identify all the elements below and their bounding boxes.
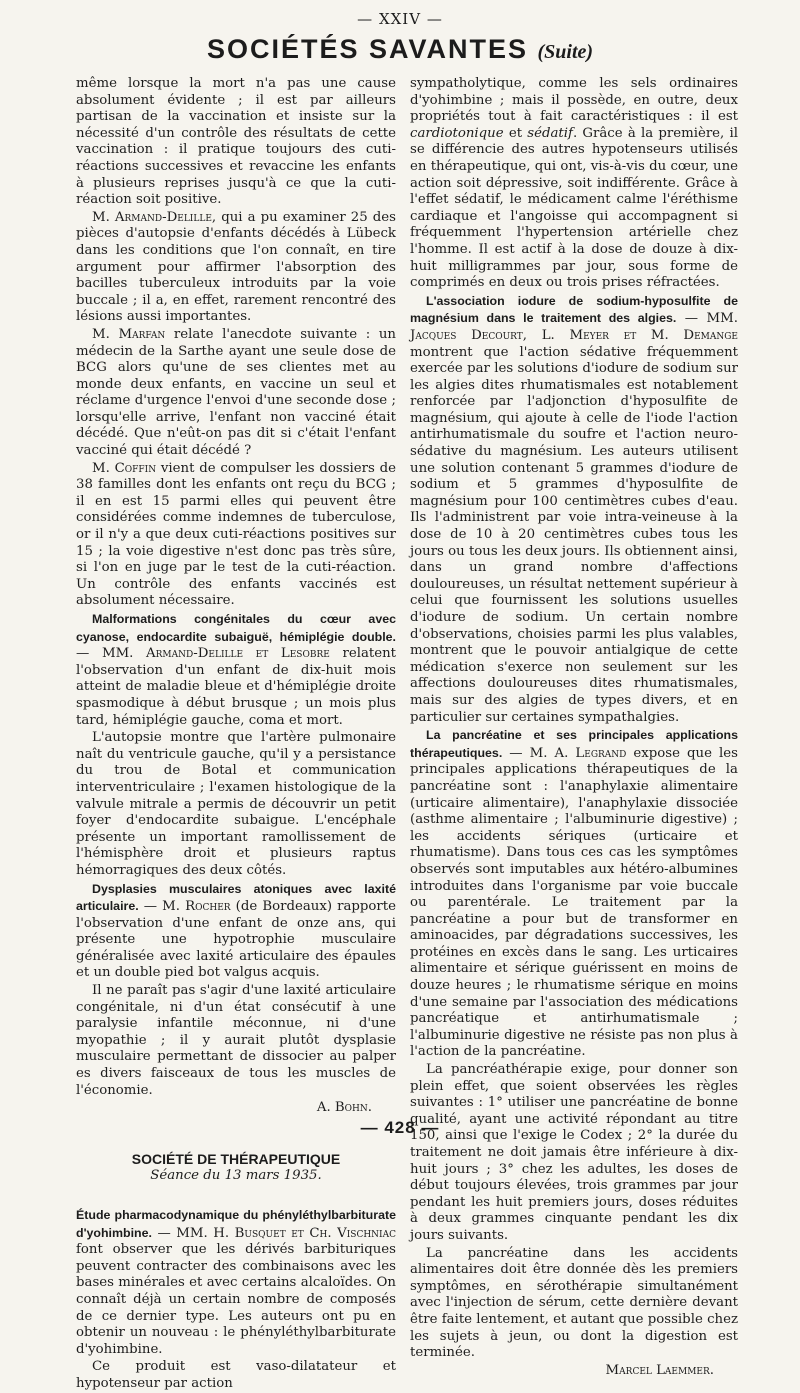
emphasis: cardiotonique — [410, 125, 504, 141]
paragraph-text: . Grâce à la première, il se différencie des autres hypotenseurs utilisés en thérapeutique, qui ont, vis-à-vis du cœur, une action soit dépressive, soit indifférente. Grâce à l'effet sédatif, le médicament calme l'éréthisme cardiaque et l'angoisse qui accompagnent si fréquemment l'hypertension artérielle chez l'homme. Il est actif à la dose de douze à dix-huit milligrammes par jour, sous forme de comprimés en deux ou trois prises réfractées. — [410, 125, 738, 291]
author-names: — MM. H. Busquet et Ch. Vischniac — [151, 1225, 396, 1241]
author-names: — M. Rocher — [138, 899, 231, 915]
paragraph: La pancréathérapie exige, pour donner son plein effet, que soient observées les règles suivantes : 1° utiliser une pancréatine de bonne qualité, ayant une activité répondant au titre 150, ainsi que l'exige le Codex ; 2° la durée du traitement ne doit jamais être inférieure à dix-huit jours ; 3° chez les adultes, les doses de début toujours élevées, trois grammes par jour pendant les huit premiers jours, doses réduites à deux grammes cinquante pendant les dix jours suivants. — [410, 1062, 738, 1243]
paragraph — [76, 210, 396, 326]
paragraph-text: font observer que les dérivés barbituriques peuvent contracter des combinaisons avec les bases minérales et avec certains alcaloïdes. On connaît déjà un certain nombre de composés de ce dernier type. Les auteurs ont pu en obtenir un nouveau : le phényléthylbarbiturate d'yohimbine. — [76, 1242, 396, 1357]
author-name: M. Marfan — [92, 326, 166, 342]
paragraph: Ce produit est vaso-dilatateur et hypotenseur par action — [76, 1359, 396, 1391]
paragraph-text: expose que les principales applications thérapeutiques de la pancréatine sont : l'anaphylaxie alimentaire (urticaire alimentaire), l'anaphylaxie dissociée (asthme alimentaire ; l'albuminurie digestive) ; les accidents sériques (urticaire et rhumatisme). Dans tous ces cas les symptômes observés sont imputables aux hétéro-albumines introduites dans l'organisme par voie buccale ou parentérale. Le traitement par la pancréatine a pour but de transformer en aminoacides, par dégradations successives, les protéines en excès dans le sang. Les urticaires alimentaire et sérique guérissent en moins de douze heures ; le rhumatisme sérique en moins d'une semaine par l'association des médications pancréatique et antirhumatismale ; l'albuminurie digestive ne résiste pas non plus à l'action de la pancréatine. — [410, 745, 738, 1060]
communication-heading: Malformations congénitales du cœur avec cyanose, endocardite subaiguë, hémiplégie double. — [76, 612, 396, 644]
communication-heading: L'association iodure de sodium-hyposulfite de magnésium dans le traitement des algies. — [410, 293, 738, 326]
section-title: SOCIÉTÉ DE THÉRAPEUTIQUE — [131, 1150, 341, 1167]
section-date: Séance du 13 mars 1935. — [150, 1168, 322, 1184]
author-names: — MM. Jacques Decourt, L. Meyer et M. Demange — [410, 311, 738, 343]
paragraph — [410, 727, 738, 1061]
author-name: M. Armand-Delille, — [92, 209, 217, 225]
paragraph: même lorsque la mort n'a pas une cause absolument évidente ; il est par ailleurs partisan de la vaccination et insiste sur la nécessité d'un contrôle des résultats de cette vaccination : il pratique toujours des cuti-réactions successives et revaccine les enfants à plusieurs reprises jusqu'à ce que la cuti-réaction soit positive. — [76, 76, 396, 208]
paragraph — [76, 611, 396, 729]
paragraph-text: montrent que l'action sédative fréquemment exercée par les solutions d'iodure de sodium sur les algies dites rhumatismales est notablement renforcée par l'adjonction d'hyposulfite de magnésium, qui ajoute à celle de l'iode l'action antirhumatismale du soufre et l'action neuro-sédative du magnésium. Les auteurs utilisent une solution contenant 5 grammes d'iodure de sodium et 5 grammes d'hyposulfite de magnésium pour 100 centimètres cubes d'eau. Ils l'administrent par voie intra-veineuse à la dose de 10 à 20 centimètres cubes tous les jours ou tous les deux jours. Ils obtiennent ainsi, dans un grand nombre d'affections douloureuses, un résultat nettement supérieur à celui que fournissent les solutions usuelles d'iodure de sodium. Un certain nombre d'observations, choisies parmi les plus valables, montrent que le pouvoir antialgique de cette médication s'exerce non seulement sur les affections douloureuses dites rhumatismales, mais sur des algies de types divers, et en particulier sur certaines sympathalgies. — [410, 344, 738, 725]
paragraph — [76, 327, 396, 460]
paragraph-text: vient de compulser les dossiers de 38 familles dont les enfants ont reçu du BCG ; il en est 15 parmi elles qui peuvent être considérées comme indemnes de tuberculose, or il n'y a que deux cuti-réactions positives sur 15 ; la voie digestive n'est donc pas très sûre, si l'on en juge par le test de la cuti-réaction. Un contrôle des enfants vaccinés est absolument nécessaire. — [76, 460, 396, 609]
page-number: — 428 — — [360, 1118, 440, 1137]
signature: Marcel Laemmer. — [605, 1362, 714, 1378]
paragraph — [76, 1207, 396, 1358]
paragraph: La pancréatine dans les accidents alimentaires doit être donnée dès les premiers symptômes, en sérothérapie simultanément avec l'injection de sérum, cette dernière devant être faite lentement, et autant que possible chez les sujets à jeun, ou dont la digestion est terminée. — [410, 1245, 738, 1361]
author-names: — MM. Armand-Delille et Lesobre — [76, 646, 330, 662]
paragraph-text: (de Bordeaux) rapporte l'observation d'une enfant de onze ans, qui présente une hypotrophie musculaire généralisée avec laxité articulaire des épaules et un double pied bot valgus acquis. — [76, 899, 396, 981]
title-suffix: (Suite) — [537, 41, 594, 63]
paragraph-text: qui a pu examiner 25 des pièces d'autopsie d'enfants décédés à Lübeck dans les conditions que l'on connaît, en tire argument pour affirmer l'absorption des bacilles tuberculeux introduits par la voie buccale ; il a, en effet, rarement rencontré des lésions aussi importantes. — [76, 209, 397, 325]
paragraph-text: relatent l'observation d'un enfant de dix-huit mois atteint de maladie bleue et d'hémiplégie droite spasmodique à début brusque ; un mois plus tard, hémiplégie gauche, coma et mort. — [76, 646, 396, 728]
page-title — [0, 34, 800, 65]
author-names: — M. A. Legrand — [502, 745, 627, 761]
paragraph-text: relate l'anecdote suivante : un médecin de la Sarthe ayant une seule dose de BCG alors qu'une de ses clientes met au monde deux enfants, en vaccine un seul et réclame d'urgence l'envoi d'une seconde dose ; lorsqu'elle arrive, l'enfant non vacciné était décédé. Que n'eût-on pas dit si c'était l'enfant vacciné qui était décédé ? — [76, 326, 396, 459]
paragraph: L'autopsie montre que l'artère pulmonaire naît du ventricule gauche, qu'il y a persistance du trou de Botal et communication interventriculaire ; l'examen histologique de la valvule mitrale a permis de découvrir un petit foyer d'endocardite subaigue. L'encéphale présente un important ramollissement de l'hémisphère droit et plusieurs raptus hémorragiques des deux côtés. — [76, 730, 396, 878]
right-column — [410, 76, 738, 1379]
communication-heading: La pancréatine et ses principales applications thérapeutiques. — [410, 728, 738, 760]
paragraph-text: et — [503, 125, 528, 141]
communication-heading: Dysplasies musculaires atoniques avec laxité articulaire. — [76, 881, 396, 914]
signature: A. Bohn. — [316, 1100, 372, 1116]
paragraph-text: sympatholytique, comme les sels ordinaires d'yohimbine ; mais il possède, en outre, deux propriétés tout à fait caractéristiques : il est — [410, 76, 738, 125]
communication-heading: Étude pharmacodynamique du phényléthylbarbiturate d'yohimbine. — [76, 1208, 396, 1240]
paragraph — [76, 461, 396, 610]
left-column — [76, 76, 396, 1393]
paragraph — [76, 881, 396, 983]
page-roman-numeral: — XXIV — — [357, 10, 443, 28]
paragraph — [410, 293, 738, 726]
author-name: M. Coffin — [92, 460, 157, 476]
title-text: SOCIÉTÉS SAVANTES — [206, 34, 528, 64]
paragraph: Il ne paraît pas s'agir d'une laxité articulaire congénitale, ni d'un état consécutif à une paralysie infantile méconnue, ni d'une myopathie ; il y aurait plutôt dysplasie musculaire permettant de dissocier au palper es divers faisceaux de tous les muscles de l'économie. — [76, 983, 396, 1098]
paragraph — [410, 76, 738, 292]
emphasis: sédatif — [527, 125, 573, 141]
